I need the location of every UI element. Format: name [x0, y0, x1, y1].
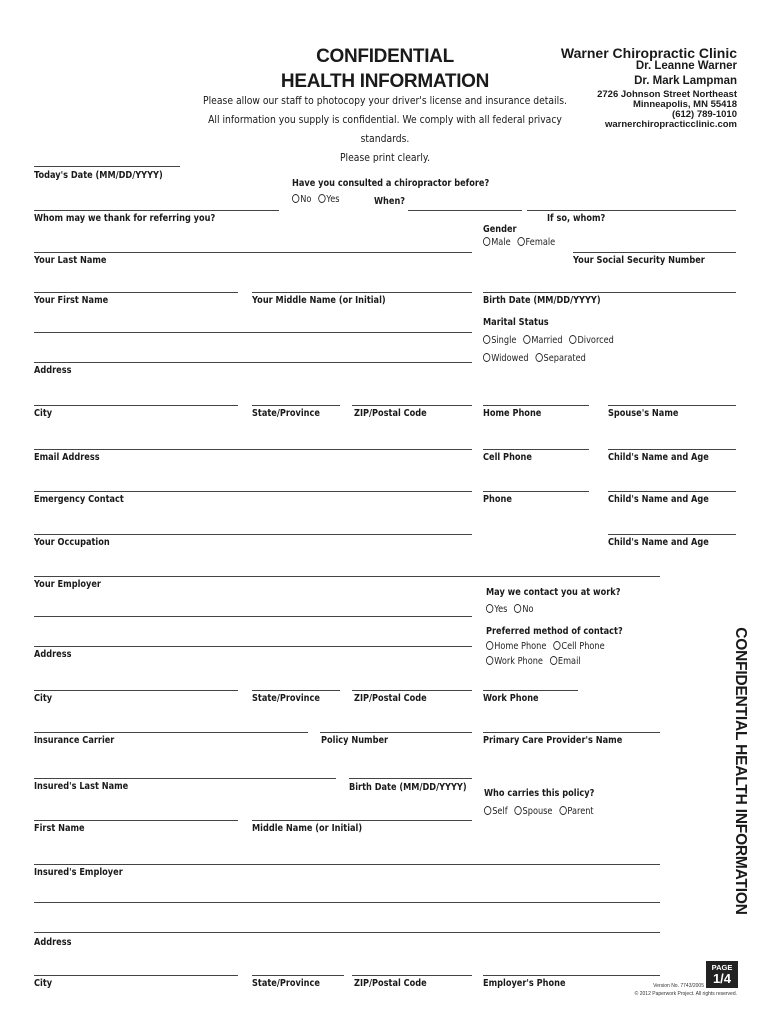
middle-name-label: Your Middle Name (or Initial) — [252, 295, 386, 306]
contact-no-label: No — [522, 604, 534, 615]
male-label: Male — [491, 237, 511, 248]
insured-employer-label: Insured's Employer — [34, 867, 123, 878]
insurance-carrier-field[interactable] — [34, 732, 308, 733]
marital-options-row2 — [483, 353, 586, 364]
employer-city-field[interactable] — [34, 690, 238, 691]
employer-address-label: Address — [34, 649, 72, 660]
employer-zip-field[interactable] — [352, 690, 472, 691]
child1-label: Child's Name and Age — [608, 452, 709, 463]
page-number: 1/4 — [712, 971, 732, 986]
self-radio[interactable] — [484, 806, 491, 815]
employer-state-field[interactable] — [252, 690, 340, 691]
single-label: Single — [491, 335, 517, 346]
occupation-field[interactable] — [34, 534, 472, 535]
insured-employer-field[interactable] — [34, 864, 660, 865]
copyright: © 2012 Paperwork Project. All rights reserved. — [634, 991, 737, 997]
insured-first-name-field[interactable] — [34, 820, 238, 821]
insured-state-label: State/Province — [252, 978, 320, 989]
page-label: PAGE — [711, 963, 733, 972]
first-name-field[interactable] — [34, 292, 238, 293]
title-line-2: HEALTH INFORMATION — [280, 71, 490, 92]
pref-home-phone-label: Home Phone — [494, 641, 547, 652]
emergency-contact-field[interactable] — [34, 491, 472, 492]
child1-field[interactable] — [608, 449, 736, 450]
city-label: City — [34, 408, 53, 419]
zip-label: ZIP/Postal Code — [354, 408, 427, 419]
city-field[interactable] — [34, 405, 238, 406]
home-phone-field[interactable] — [483, 405, 589, 406]
vertical-side-title — [733, 590, 747, 952]
parent-label: Parent — [567, 806, 594, 817]
divorced-radio[interactable] — [569, 335, 576, 344]
intro-line-2: All information you supply is confidential. We comply with all federal privacy standards. — [208, 114, 562, 145]
version-number: Version No. 7743/2005 — [653, 983, 704, 989]
primary-care-label: Primary Care Provider's Name — [483, 735, 623, 746]
address-label: Address — [34, 365, 72, 376]
birth-date-field[interactable] — [483, 292, 736, 293]
contact-at-work-label: May we contact you at work? — [486, 587, 621, 598]
emergency-contact-label: Emergency Contact — [34, 494, 124, 505]
todays-date-label: Today's Date (MM/DD/YYYY) — [34, 170, 163, 181]
intro-line-1: Please allow our staff to photocopy your driver's license and insurance details. — [203, 95, 567, 107]
insured-city-field[interactable] — [34, 975, 238, 976]
referral-field[interactable] — [34, 210, 279, 211]
intro-text — [200, 92, 570, 168]
when-label: When? — [374, 196, 406, 207]
pref-cell-phone-label: Cell Phone — [561, 641, 605, 652]
form-title — [255, 44, 515, 94]
parent-radio[interactable] — [559, 806, 566, 815]
contact-yes-radio[interactable] — [486, 604, 493, 613]
work-phone-field[interactable] — [483, 690, 578, 691]
insured-address-label: Address — [34, 937, 72, 948]
last-name-label: Your Last Name — [34, 255, 107, 266]
employer-address-field-1[interactable] — [34, 616, 472, 617]
insured-zip-label: ZIP/Postal Code — [354, 978, 427, 989]
spouse-label: Spouse — [522, 806, 553, 817]
employer-address-field-2[interactable] — [34, 646, 472, 647]
consulted-no-radio[interactable] — [292, 194, 299, 203]
cell-phone-field[interactable] — [483, 449, 589, 450]
contact-at-work-options — [486, 604, 534, 615]
self-label: Self — [492, 806, 508, 817]
primary-care-field[interactable] — [483, 732, 660, 733]
preferred-contact-label: Preferred method of contact? — [486, 626, 623, 637]
phone-field[interactable] — [483, 491, 589, 492]
intro-line-3: Please print clearly. — [339, 152, 431, 164]
insured-birth-date-field[interactable] — [349, 778, 472, 779]
insured-address-field-2[interactable] — [34, 932, 660, 933]
child2-field[interactable] — [608, 491, 736, 492]
clinic-name: Warner Chiropractic Clinic — [560, 45, 737, 61]
address-field-line-1[interactable] — [34, 332, 472, 333]
email-label: Email Address — [34, 452, 100, 463]
state-field[interactable] — [252, 405, 340, 406]
first-name-label: Your First Name — [34, 295, 109, 306]
clinic-website: warnerchiropracticclinic.com — [605, 119, 737, 130]
employer-field[interactable] — [34, 576, 660, 577]
phone-label: Phone — [483, 494, 512, 505]
todays-date-field[interactable] — [34, 166, 180, 167]
marital-options-row1 — [483, 335, 614, 346]
male-radio[interactable] — [483, 237, 490, 246]
if-so-whom-label: If so, whom? — [547, 213, 606, 224]
pref-work-phone-label: Work Phone — [494, 656, 543, 667]
employer-city-label: City — [34, 693, 53, 704]
pref-email-label: Email — [557, 656, 581, 667]
vertical-side-title-text: CONFIDENTIAL HEALTH INFORMATION — [732, 627, 749, 915]
contact-no-radio[interactable] — [514, 604, 521, 613]
work-phone-label: Work Phone — [483, 693, 539, 704]
consulted-question: Have you consulted a chiropractor before? — [292, 178, 490, 189]
clinic-doctor-2: Dr. Mark Lampman — [634, 75, 737, 87]
gender-options — [483, 237, 555, 248]
when-field[interactable] — [408, 210, 522, 211]
widowed-label: Widowed — [491, 353, 529, 364]
employer-state-label: State/Province — [252, 693, 320, 704]
separated-label: Separated — [543, 353, 586, 364]
insured-last-name-label: Insured's Last Name — [34, 781, 129, 792]
clinic-doctor-1: Dr. Leanne Warner — [635, 60, 737, 72]
insured-middle-name-label: Middle Name (or Initial) — [252, 823, 363, 834]
last-name-field[interactable] — [34, 252, 472, 253]
pref-work-phone-radio[interactable] — [486, 656, 493, 665]
employer-label: Your Employer — [34, 579, 101, 590]
occupation-label: Your Occupation — [34, 537, 110, 548]
gender-label: Gender — [483, 224, 517, 235]
who-carries-label: Who carries this policy? — [484, 788, 595, 799]
insured-last-name-field[interactable] — [34, 778, 336, 779]
child2-label: Child's Name and Age — [608, 494, 709, 505]
ssn-label: Your Social Security Number — [573, 255, 705, 266]
home-phone-label: Home Phone — [483, 408, 542, 419]
insured-city-label: City — [34, 978, 53, 989]
pref-cell-phone-radio[interactable] — [553, 641, 560, 650]
spouse-name-label: Spouse's Name — [608, 408, 679, 419]
employer-phone-field[interactable] — [483, 975, 660, 976]
employer-phone-label: Employer's Phone — [483, 978, 566, 989]
female-label: Female — [525, 237, 556, 248]
single-radio[interactable] — [483, 335, 490, 344]
insured-first-name-label: First Name — [34, 823, 85, 834]
preferred-contact-row1 — [486, 641, 605, 652]
widowed-radio[interactable] — [483, 353, 490, 362]
ssn-field[interactable] — [573, 252, 736, 253]
title-line-1: CONFIDENTIAL — [316, 46, 454, 67]
marital-status-label: Marital Status — [483, 317, 549, 328]
clinic-street: 2726 Johnson Street Northeast — [597, 89, 737, 100]
clinic-phone: (612) 789-1010 — [672, 109, 737, 120]
insured-state-field[interactable] — [252, 975, 344, 976]
insured-middle-name-field[interactable] — [252, 820, 472, 821]
married-radio[interactable] — [523, 335, 530, 344]
pref-home-phone-radio[interactable] — [486, 641, 493, 650]
insurance-carrier-label: Insurance Carrier — [34, 735, 115, 746]
referral-label: Whom may we thank for referring you? — [34, 213, 216, 224]
consulted-yes-label: Yes — [326, 194, 340, 205]
consulted-yes-radio[interactable] — [318, 194, 325, 203]
policy-number-field[interactable] — [320, 732, 472, 733]
employer-zip-label: ZIP/Postal Code — [354, 693, 427, 704]
zip-field[interactable] — [352, 405, 472, 406]
address-field-line-2[interactable] — [34, 362, 472, 363]
spouse-radio[interactable] — [514, 806, 521, 815]
contact-yes-label: Yes — [494, 604, 508, 615]
birth-date-label: Birth Date (MM/DD/YYYY) — [483, 295, 601, 306]
who-carries-options — [484, 806, 594, 817]
insured-birth-date-label: Birth Date (MM/DD/YYYY) — [349, 782, 467, 793]
clinic-city: Minneapolis, MN 55418 — [632, 99, 737, 110]
spouse-name-field[interactable] — [608, 405, 736, 406]
separated-radio[interactable] — [535, 353, 542, 362]
cell-phone-label: Cell Phone — [483, 452, 532, 463]
married-label: Married — [531, 335, 563, 346]
policy-number-label: Policy Number — [321, 735, 389, 746]
divorced-label: Divorced — [577, 335, 614, 346]
if-so-whom-field[interactable] — [527, 210, 736, 211]
child3-label: Child's Name and Age — [608, 537, 709, 548]
page-indicator — [706, 961, 738, 988]
middle-name-field[interactable] — [252, 292, 472, 293]
female-radio[interactable] — [517, 237, 524, 246]
preferred-contact-row2 — [486, 656, 581, 667]
child3-field[interactable] — [608, 534, 736, 535]
insured-zip-field[interactable] — [352, 975, 472, 976]
insured-address-field-1[interactable] — [34, 902, 660, 903]
email-field[interactable] — [34, 449, 472, 450]
consulted-no-label: No — [300, 194, 312, 205]
pref-email-radio[interactable] — [550, 656, 557, 665]
state-label: State/Province — [252, 408, 320, 419]
consulted-options — [292, 194, 340, 205]
